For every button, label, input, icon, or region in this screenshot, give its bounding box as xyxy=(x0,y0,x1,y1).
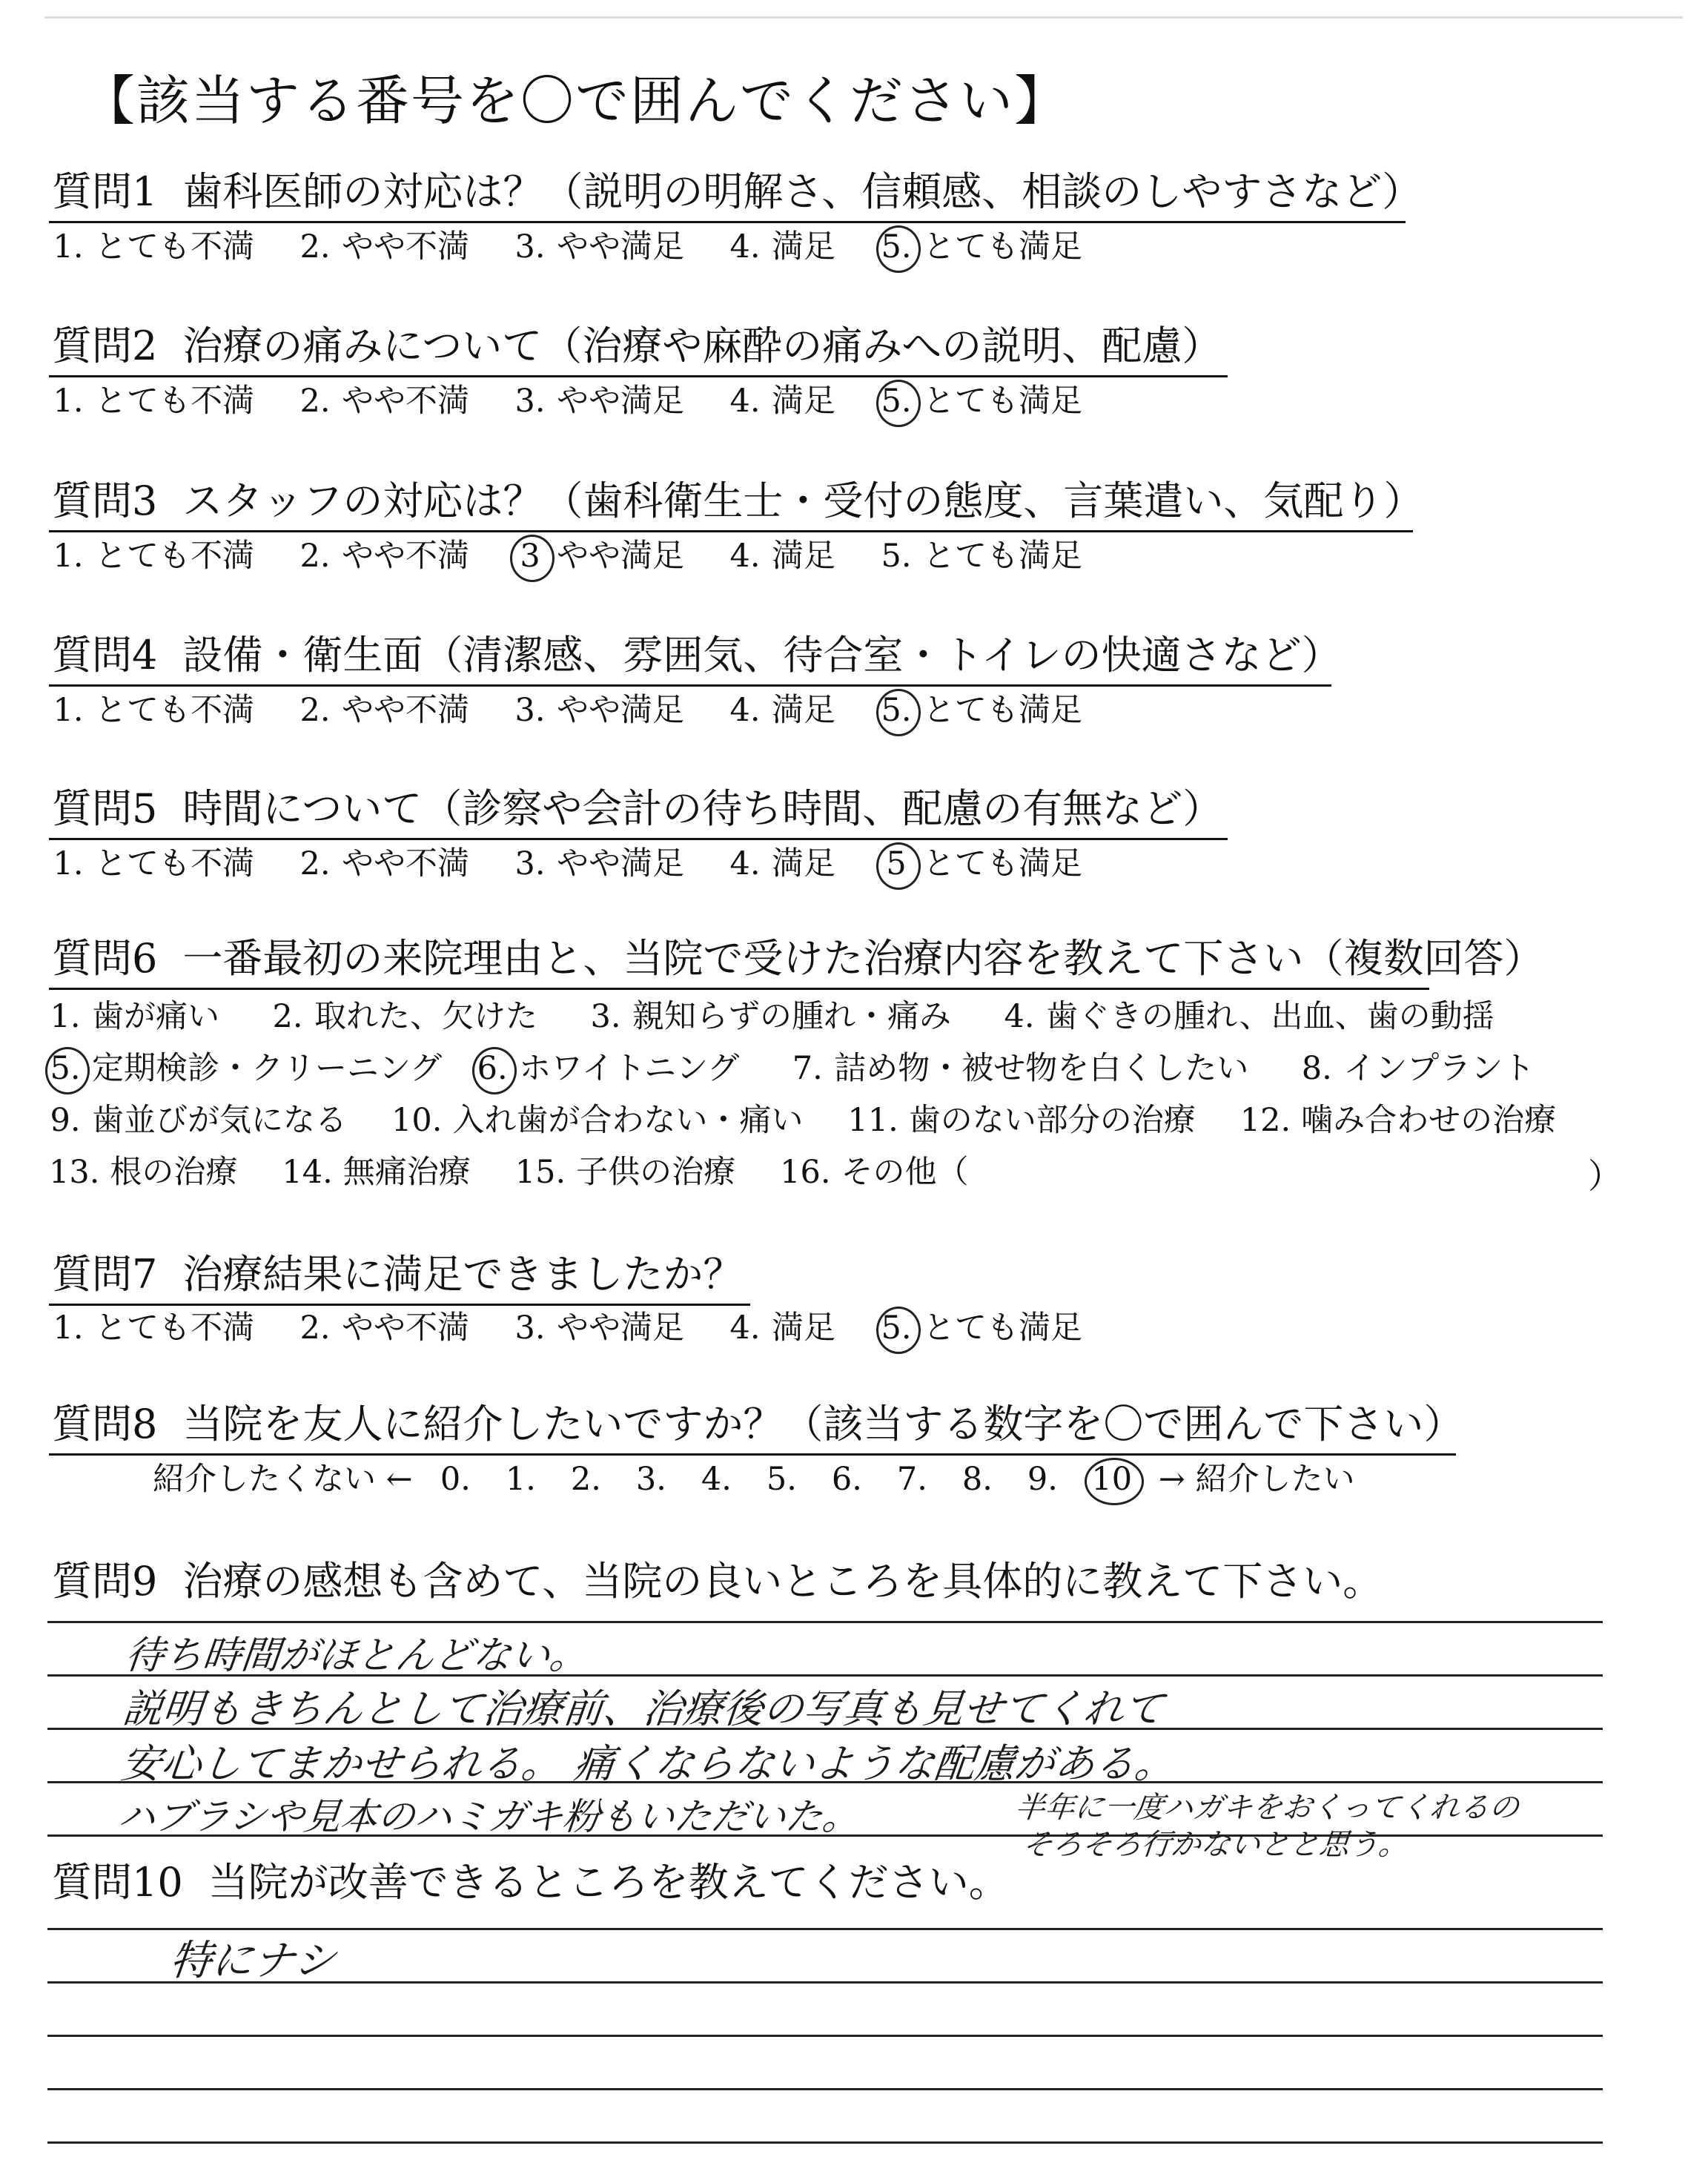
treatment-option[interactable] xyxy=(847,1102,1195,1140)
rating-option[interactable] xyxy=(299,228,469,267)
option-label: とても不満 xyxy=(95,538,254,575)
question-8 xyxy=(52,1401,1463,1447)
option-label: 満足 xyxy=(772,383,835,420)
option-label: とても不満 xyxy=(95,383,254,420)
rating-option[interactable] xyxy=(514,383,684,421)
option-number: 7. xyxy=(792,1050,823,1087)
question-2 xyxy=(52,323,1222,369)
question-text: 治療の感想も含めて、当院の良いところを具体的に教えて下さい。 xyxy=(182,1558,1383,1605)
q4-options xyxy=(52,692,1082,730)
question-label: 質問4 xyxy=(52,632,158,678)
scale-numbers xyxy=(423,1461,1148,1498)
rating-option[interactable] xyxy=(299,692,469,730)
treatment-option[interactable] xyxy=(1003,998,1494,1037)
question-text: 時間について（診察や会計の待ち時間、配慮の有無など） xyxy=(182,785,1223,832)
treatment-option[interactable] xyxy=(49,1050,442,1089)
treatment-option[interactable] xyxy=(476,1050,739,1089)
treatment-row xyxy=(49,1154,969,1192)
option-number: 8. xyxy=(1301,1050,1332,1087)
option-label: とても不満 xyxy=(95,845,254,882)
q7-options xyxy=(52,1309,1082,1348)
option-label: 歯ぐきの腫れ、出血、歯の動揺 xyxy=(1046,998,1494,1035)
question-1 xyxy=(52,169,1422,215)
q1-options xyxy=(52,228,1082,267)
handwritten-answer-line: そろそろ行かないとと思う。 xyxy=(1021,1828,1411,1862)
option-number: 11. xyxy=(847,1102,898,1139)
rating-option[interactable] xyxy=(729,538,835,576)
top-edge-rule xyxy=(44,16,1683,19)
question-4 xyxy=(52,633,1342,678)
scale-number[interactable]: 9. xyxy=(1027,1461,1058,1498)
question-5 xyxy=(52,786,1222,832)
option-label: 満足 xyxy=(772,692,835,729)
question-label: 質問8 xyxy=(52,1401,158,1447)
treatment-option[interactable] xyxy=(49,998,219,1037)
question-6 xyxy=(52,936,1543,982)
option-label: インプラント xyxy=(1343,1050,1535,1087)
page-heading: 【該当する番号を〇で囲んでください】 xyxy=(82,70,1070,132)
question-underline xyxy=(49,221,1406,223)
treatment-option[interactable] xyxy=(780,1154,968,1192)
option-label: 親知らずの腫れ・痛み xyxy=(632,998,951,1035)
question-text: 設備・衛生面（清潔感、雰囲気、待合室・トイレの快適さなど） xyxy=(182,632,1342,678)
option-label: 根の治療 xyxy=(110,1154,238,1191)
option-number: 4. xyxy=(729,692,761,729)
scale-number[interactable]: 4. xyxy=(701,1461,732,1498)
treatment-row xyxy=(49,1050,1535,1089)
answer-line xyxy=(47,2088,1603,2090)
rating-option[interactable] xyxy=(52,692,254,730)
option-number: 1. xyxy=(53,1309,84,1347)
option-number: 3. xyxy=(514,228,546,265)
option-label: とても満足 xyxy=(923,383,1082,420)
rating-option[interactable] xyxy=(52,845,254,884)
option-number: 14. xyxy=(282,1154,333,1191)
rating-option[interactable] xyxy=(299,845,469,884)
option-label: その他（ xyxy=(841,1154,969,1191)
option-number: 3. xyxy=(514,692,546,729)
option-label: やや不満 xyxy=(342,538,469,575)
treatment-option[interactable] xyxy=(391,1102,803,1140)
treatment-option[interactable] xyxy=(49,1102,347,1140)
rating-option[interactable] xyxy=(880,1309,1082,1348)
option-number: 5 xyxy=(880,845,913,884)
option-number: 3. xyxy=(514,383,546,420)
option-number: 5. xyxy=(881,228,912,265)
rating-option[interactable] xyxy=(514,228,684,267)
option-label: やや満足 xyxy=(557,1309,684,1347)
treatment-option[interactable] xyxy=(791,1050,1248,1089)
question-3 xyxy=(52,478,1423,524)
rating-option[interactable] xyxy=(52,1309,254,1348)
option-label: ホワイトニング xyxy=(519,1050,740,1087)
option-number: 6. xyxy=(477,1050,508,1087)
option-number: 4. xyxy=(1004,998,1035,1035)
option-label: 満足 xyxy=(772,538,835,575)
question-underline xyxy=(49,1453,1456,1456)
option-label: やや満足 xyxy=(557,692,684,729)
rating-option[interactable] xyxy=(52,228,254,267)
question-label: 質問7 xyxy=(52,1251,158,1298)
question-underline xyxy=(49,988,1429,990)
option-number: 4. xyxy=(729,228,761,265)
option-label: とても満足 xyxy=(923,538,1082,575)
option-label: やや満足 xyxy=(557,383,684,420)
handwritten-answer-line: 特にナシ xyxy=(168,1937,338,1985)
scale-number[interactable]: 8. xyxy=(961,1461,993,1498)
q2-options xyxy=(52,383,1082,421)
q5-options xyxy=(52,845,1082,884)
option-label: 子供の治療 xyxy=(576,1154,736,1191)
question-7 xyxy=(52,1252,743,1298)
option-label: とても不満 xyxy=(95,228,254,265)
scale-number[interactable]: 2. xyxy=(570,1461,601,1498)
rating-option[interactable] xyxy=(880,383,1082,421)
treatment-option[interactable] xyxy=(515,1154,735,1192)
treatment-option[interactable] xyxy=(49,1154,237,1192)
option-number: 2. xyxy=(299,692,331,729)
question-label: 質問9 xyxy=(52,1558,158,1605)
rating-option[interactable] xyxy=(299,538,469,576)
option-number: 2. xyxy=(299,1309,331,1347)
question-underline xyxy=(49,838,1228,840)
option-label: 取れた、欠けた xyxy=(314,998,537,1035)
question-text: 当院を友人に紹介したいですか？（該当する数字を〇で囲んで下さい） xyxy=(182,1401,1464,1447)
option-label: やや満足 xyxy=(557,538,684,575)
scale-number[interactable]: 1. xyxy=(505,1461,536,1498)
option-label: とても満足 xyxy=(923,692,1082,729)
option-number: 1. xyxy=(53,383,84,420)
rating-option[interactable] xyxy=(299,383,469,421)
option-number: 2. xyxy=(299,538,331,575)
option-number: 1. xyxy=(53,538,84,575)
question-text: スタッフの対応は？（歯科衛生士・受付の態度、言葉遣い、気配り） xyxy=(182,478,1424,524)
option-label: やや不満 xyxy=(342,228,469,265)
question-underline xyxy=(49,530,1413,532)
question-text: 治療結果に満足できましたか？ xyxy=(182,1251,744,1298)
answer-line xyxy=(47,2035,1603,2037)
question-label: 質問10 xyxy=(52,1859,183,1906)
referral-scale xyxy=(153,1461,1354,1499)
rating-option[interactable] xyxy=(52,538,254,576)
answer-line xyxy=(47,2141,1603,2144)
option-label: 詰め物・被せ物を白くしたい xyxy=(834,1050,1249,1087)
rating-option[interactable] xyxy=(729,228,835,267)
handwritten-answer-line: ハブラシや見本のハミガキ粉もいただいた。 xyxy=(116,1795,862,1838)
option-number: 3. xyxy=(514,845,546,882)
scale-left-label: 紹介したくない ← xyxy=(153,1461,413,1498)
question-text: 一番最初の来院理由と、当院で受けた治療内容を教えて下さい（複数回答） xyxy=(182,935,1544,982)
option-label: とても満足 xyxy=(923,228,1082,265)
option-number: 4. xyxy=(729,383,761,420)
rating-option[interactable] xyxy=(514,845,684,884)
option-label: 噛み合わせの治療 xyxy=(1301,1102,1557,1139)
option-number: 5. xyxy=(881,383,912,420)
option-label: 無痛治療 xyxy=(342,1154,471,1191)
question-underline xyxy=(49,1304,750,1306)
rating-option[interactable] xyxy=(880,228,1082,267)
answer-line xyxy=(47,1621,1603,1623)
scale-right-label: → 紹介したい xyxy=(1158,1461,1355,1498)
option-label: 歯並びが気になる xyxy=(92,1102,347,1139)
rating-option[interactable] xyxy=(299,1309,469,1348)
rating-option[interactable] xyxy=(514,692,684,730)
rating-option[interactable] xyxy=(880,692,1082,730)
option-label: やや不満 xyxy=(342,1309,469,1347)
option-number: 4. xyxy=(729,538,761,575)
treatment-option[interactable] xyxy=(1300,1050,1535,1089)
rating-option[interactable] xyxy=(514,538,684,576)
option-label: とても不満 xyxy=(95,692,254,729)
scale-number[interactable]: 5. xyxy=(766,1461,797,1498)
option-label: 満足 xyxy=(772,845,835,882)
option-number: 2. xyxy=(272,998,303,1035)
option-number: 3. xyxy=(590,998,621,1035)
handwritten-answer-line: 半年に一度ハガキをおくってくれるの xyxy=(1013,1791,1521,1825)
option-number: 1. xyxy=(53,228,84,265)
option-number: 12. xyxy=(1239,1102,1291,1139)
rating-option[interactable] xyxy=(729,383,835,421)
handwritten-answer-line: 待ち時間がほとんどない。 xyxy=(123,1634,591,1678)
question-text: 当院が改善できるところを教えてください。 xyxy=(208,1859,1009,1906)
option-number: 3 xyxy=(514,538,546,576)
option-number: 4. xyxy=(729,1309,761,1347)
treatment-option[interactable] xyxy=(271,998,537,1037)
option-number: 1. xyxy=(50,998,81,1035)
q3-options xyxy=(52,538,1082,576)
treatment-option[interactable] xyxy=(1240,1102,1556,1140)
option-number: 15. xyxy=(514,1154,566,1191)
option-number: 16. xyxy=(780,1154,831,1191)
question-label: 質問6 xyxy=(52,935,158,982)
scale-number[interactable]: 10 xyxy=(1091,1461,1133,1498)
treatment-option[interactable] xyxy=(589,998,951,1037)
option-label: 歯のない部分の治療 xyxy=(908,1102,1196,1139)
option-number: 2. xyxy=(299,383,331,420)
handwritten-answer-line: 安心してまかせられる。 痛くならないような配慮がある。 xyxy=(119,1740,1178,1787)
option-number: 1. xyxy=(53,845,84,882)
option-label: やや不満 xyxy=(342,383,469,420)
option-number: 1. xyxy=(53,692,84,729)
option-label: とても満足 xyxy=(923,1309,1082,1347)
rating-option[interactable] xyxy=(729,1309,835,1348)
option-label: 定期検診・クリーニング xyxy=(92,1050,443,1087)
handwritten-answer-line: 説明もきちんとして治療前、治療後の写真も見せてくれて xyxy=(120,1685,1166,1732)
question-9 xyxy=(52,1559,1383,1605)
rating-option[interactable] xyxy=(880,538,1082,576)
option-label: やや不満 xyxy=(342,692,469,729)
option-label: とても不満 xyxy=(95,1309,254,1347)
option-label: やや満足 xyxy=(557,845,684,882)
option-number: 5. xyxy=(881,538,912,575)
option-label: 満足 xyxy=(772,1309,835,1347)
option-number: 13. xyxy=(49,1154,100,1191)
option-number: 5. xyxy=(881,1309,912,1347)
rating-option[interactable] xyxy=(514,1309,684,1348)
option-number: 2. xyxy=(299,845,331,882)
rating-option[interactable] xyxy=(729,692,835,730)
treatment-row xyxy=(49,1102,1556,1140)
question-label: 質問5 xyxy=(52,785,158,832)
treatment-option[interactable] xyxy=(282,1154,470,1192)
option-number: 5. xyxy=(50,1050,81,1087)
question-10 xyxy=(52,1860,1009,1906)
question-label: 質問3 xyxy=(52,478,158,524)
scale-number[interactable]: 3. xyxy=(635,1461,666,1498)
scale-number[interactable]: 0. xyxy=(440,1461,471,1498)
option-number: 3. xyxy=(514,1309,546,1347)
question-label: 質問1 xyxy=(52,168,158,215)
question-underline xyxy=(49,684,1331,687)
option-number: 5. xyxy=(881,692,912,729)
question-text: 歯科医師の対応は？（説明の明解さ、信頼感、相談のしやすさなど） xyxy=(182,168,1423,215)
option-label: 入れ歯が合わない・痛い xyxy=(452,1102,804,1139)
option-label: やや不満 xyxy=(342,845,469,882)
treatment-row xyxy=(49,998,1494,1037)
scale-number[interactable]: 6. xyxy=(831,1461,862,1498)
option-label: 満足 xyxy=(772,228,835,265)
option-label: とても満足 xyxy=(923,845,1082,882)
scale-number[interactable]: 7. xyxy=(896,1461,927,1498)
question-label: 質問2 xyxy=(52,323,158,369)
option-number: 10. xyxy=(391,1102,443,1139)
option-number: 9. xyxy=(50,1102,81,1139)
question-underline xyxy=(49,375,1228,377)
other-close-paren: ） xyxy=(1588,1156,1622,1196)
option-number: 4. xyxy=(729,845,761,882)
rating-option[interactable] xyxy=(52,383,254,421)
option-number: 2. xyxy=(299,228,331,265)
option-label: やや満足 xyxy=(557,228,684,265)
question-text: 治療の痛みについて（治療や麻酔の痛みへの説明、配慮） xyxy=(182,323,1222,369)
rating-option[interactable] xyxy=(729,845,835,884)
rating-option[interactable] xyxy=(880,845,1082,884)
option-label: 歯が痛い xyxy=(92,998,219,1035)
